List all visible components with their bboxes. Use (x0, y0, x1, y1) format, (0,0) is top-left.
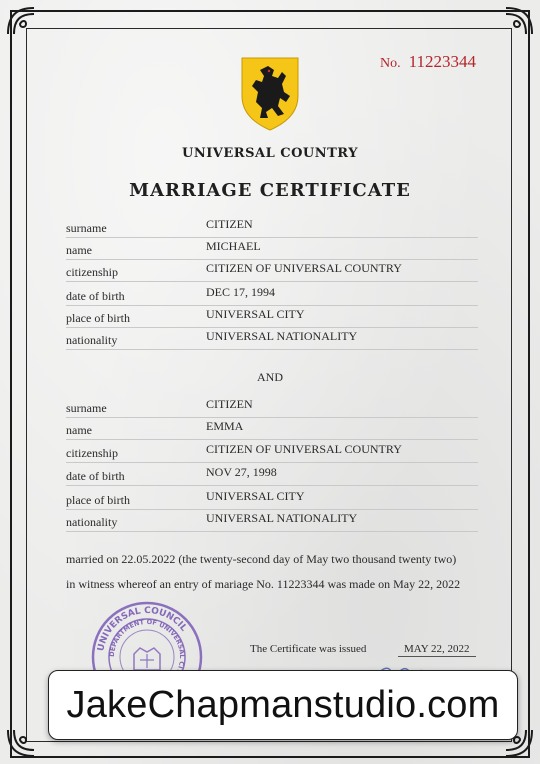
issued-date: MAY 22, 2022 (398, 643, 476, 657)
field-label: date of birth (66, 289, 125, 303)
field-label: nationality (66, 333, 118, 347)
person2-row (66, 466, 478, 486)
issued-label: The Certificate was issued (250, 643, 367, 655)
field-rule (66, 237, 478, 238)
field-rule (66, 349, 478, 350)
person1-row (66, 218, 478, 238)
person2-row (66, 490, 478, 510)
field-rule (66, 305, 478, 306)
field-value: MICHAEL (206, 239, 261, 253)
person1-row (66, 330, 478, 350)
field-rule (66, 531, 478, 532)
field-label: place of birth (66, 493, 130, 507)
person1-row (66, 240, 478, 260)
field-value: CITIZEN OF UNIVERSAL COUNTRY (206, 442, 402, 456)
corner-ornament (4, 726, 38, 760)
person1-row (66, 262, 478, 282)
field-label: surname (66, 221, 107, 235)
field-label: nationality (66, 515, 118, 529)
field-label: place of birth (66, 311, 130, 325)
field-rule (66, 509, 478, 510)
coat-of-arms-icon (238, 56, 302, 132)
field-value: UNIVERSAL NATIONALITY (206, 511, 358, 525)
field-rule (66, 485, 478, 486)
number-value: 11223344 (408, 52, 476, 71)
field-value: DEC 17, 1994 (206, 285, 275, 299)
field-rule (66, 327, 478, 328)
corner-ornament (502, 4, 536, 38)
person1-row (66, 308, 478, 328)
field-label: name (66, 243, 92, 257)
field-value: CITIZEN OF UNIVERSAL COUNTRY (206, 261, 402, 275)
number-label: No. (380, 56, 401, 71)
field-value: UNIVERSAL NATIONALITY (206, 329, 358, 343)
svg-text:DEPARTMENT OF UNIVERSAL CITY: DEPARTMENT OF UNIVERSAL CI (107, 617, 187, 670)
field-label: citizenship (66, 265, 118, 279)
person2-row (66, 420, 478, 440)
person2-row (66, 443, 478, 463)
field-value: NOV 27, 1998 (206, 465, 277, 479)
field-rule (66, 439, 478, 440)
person1-row (66, 286, 478, 306)
field-label: date of birth (66, 469, 125, 483)
country-name: UNIVERSAL COUNTRY (182, 146, 358, 161)
person2-row (66, 512, 478, 532)
certificate-number (380, 52, 476, 72)
field-label: name (66, 423, 92, 437)
field-rule (66, 417, 478, 418)
document-title: MARRIAGE CERTIFICATE (129, 180, 411, 201)
field-value: EMMA (206, 419, 244, 433)
corner-ornament (4, 4, 38, 38)
person2-row (66, 398, 478, 418)
field-value: UNIVERSAL CITY (206, 489, 305, 503)
and-separator: AND (257, 370, 283, 384)
svg-text:UNIVERSAL COUNCIL: UNIVERSAL COUNCIL (96, 605, 189, 653)
field-label: citizenship (66, 446, 118, 460)
witness-statement: in witness whereof an entry of mariage No. 11223344 was made on May 22, 2022 (66, 577, 461, 591)
field-value: CITIZEN (206, 217, 253, 231)
field-value: CITIZEN (206, 397, 253, 411)
marriage-statement: married on 22.05.2022 (the twenty-second day of May two thousand twenty two) (66, 552, 457, 566)
field-rule (66, 259, 478, 260)
field-rule (66, 281, 478, 282)
field-rule (66, 462, 478, 463)
watermark-banner: JakeChapmanstudio.com (48, 670, 518, 740)
field-value: UNIVERSAL CITY (206, 307, 305, 321)
field-label: surname (66, 401, 107, 415)
